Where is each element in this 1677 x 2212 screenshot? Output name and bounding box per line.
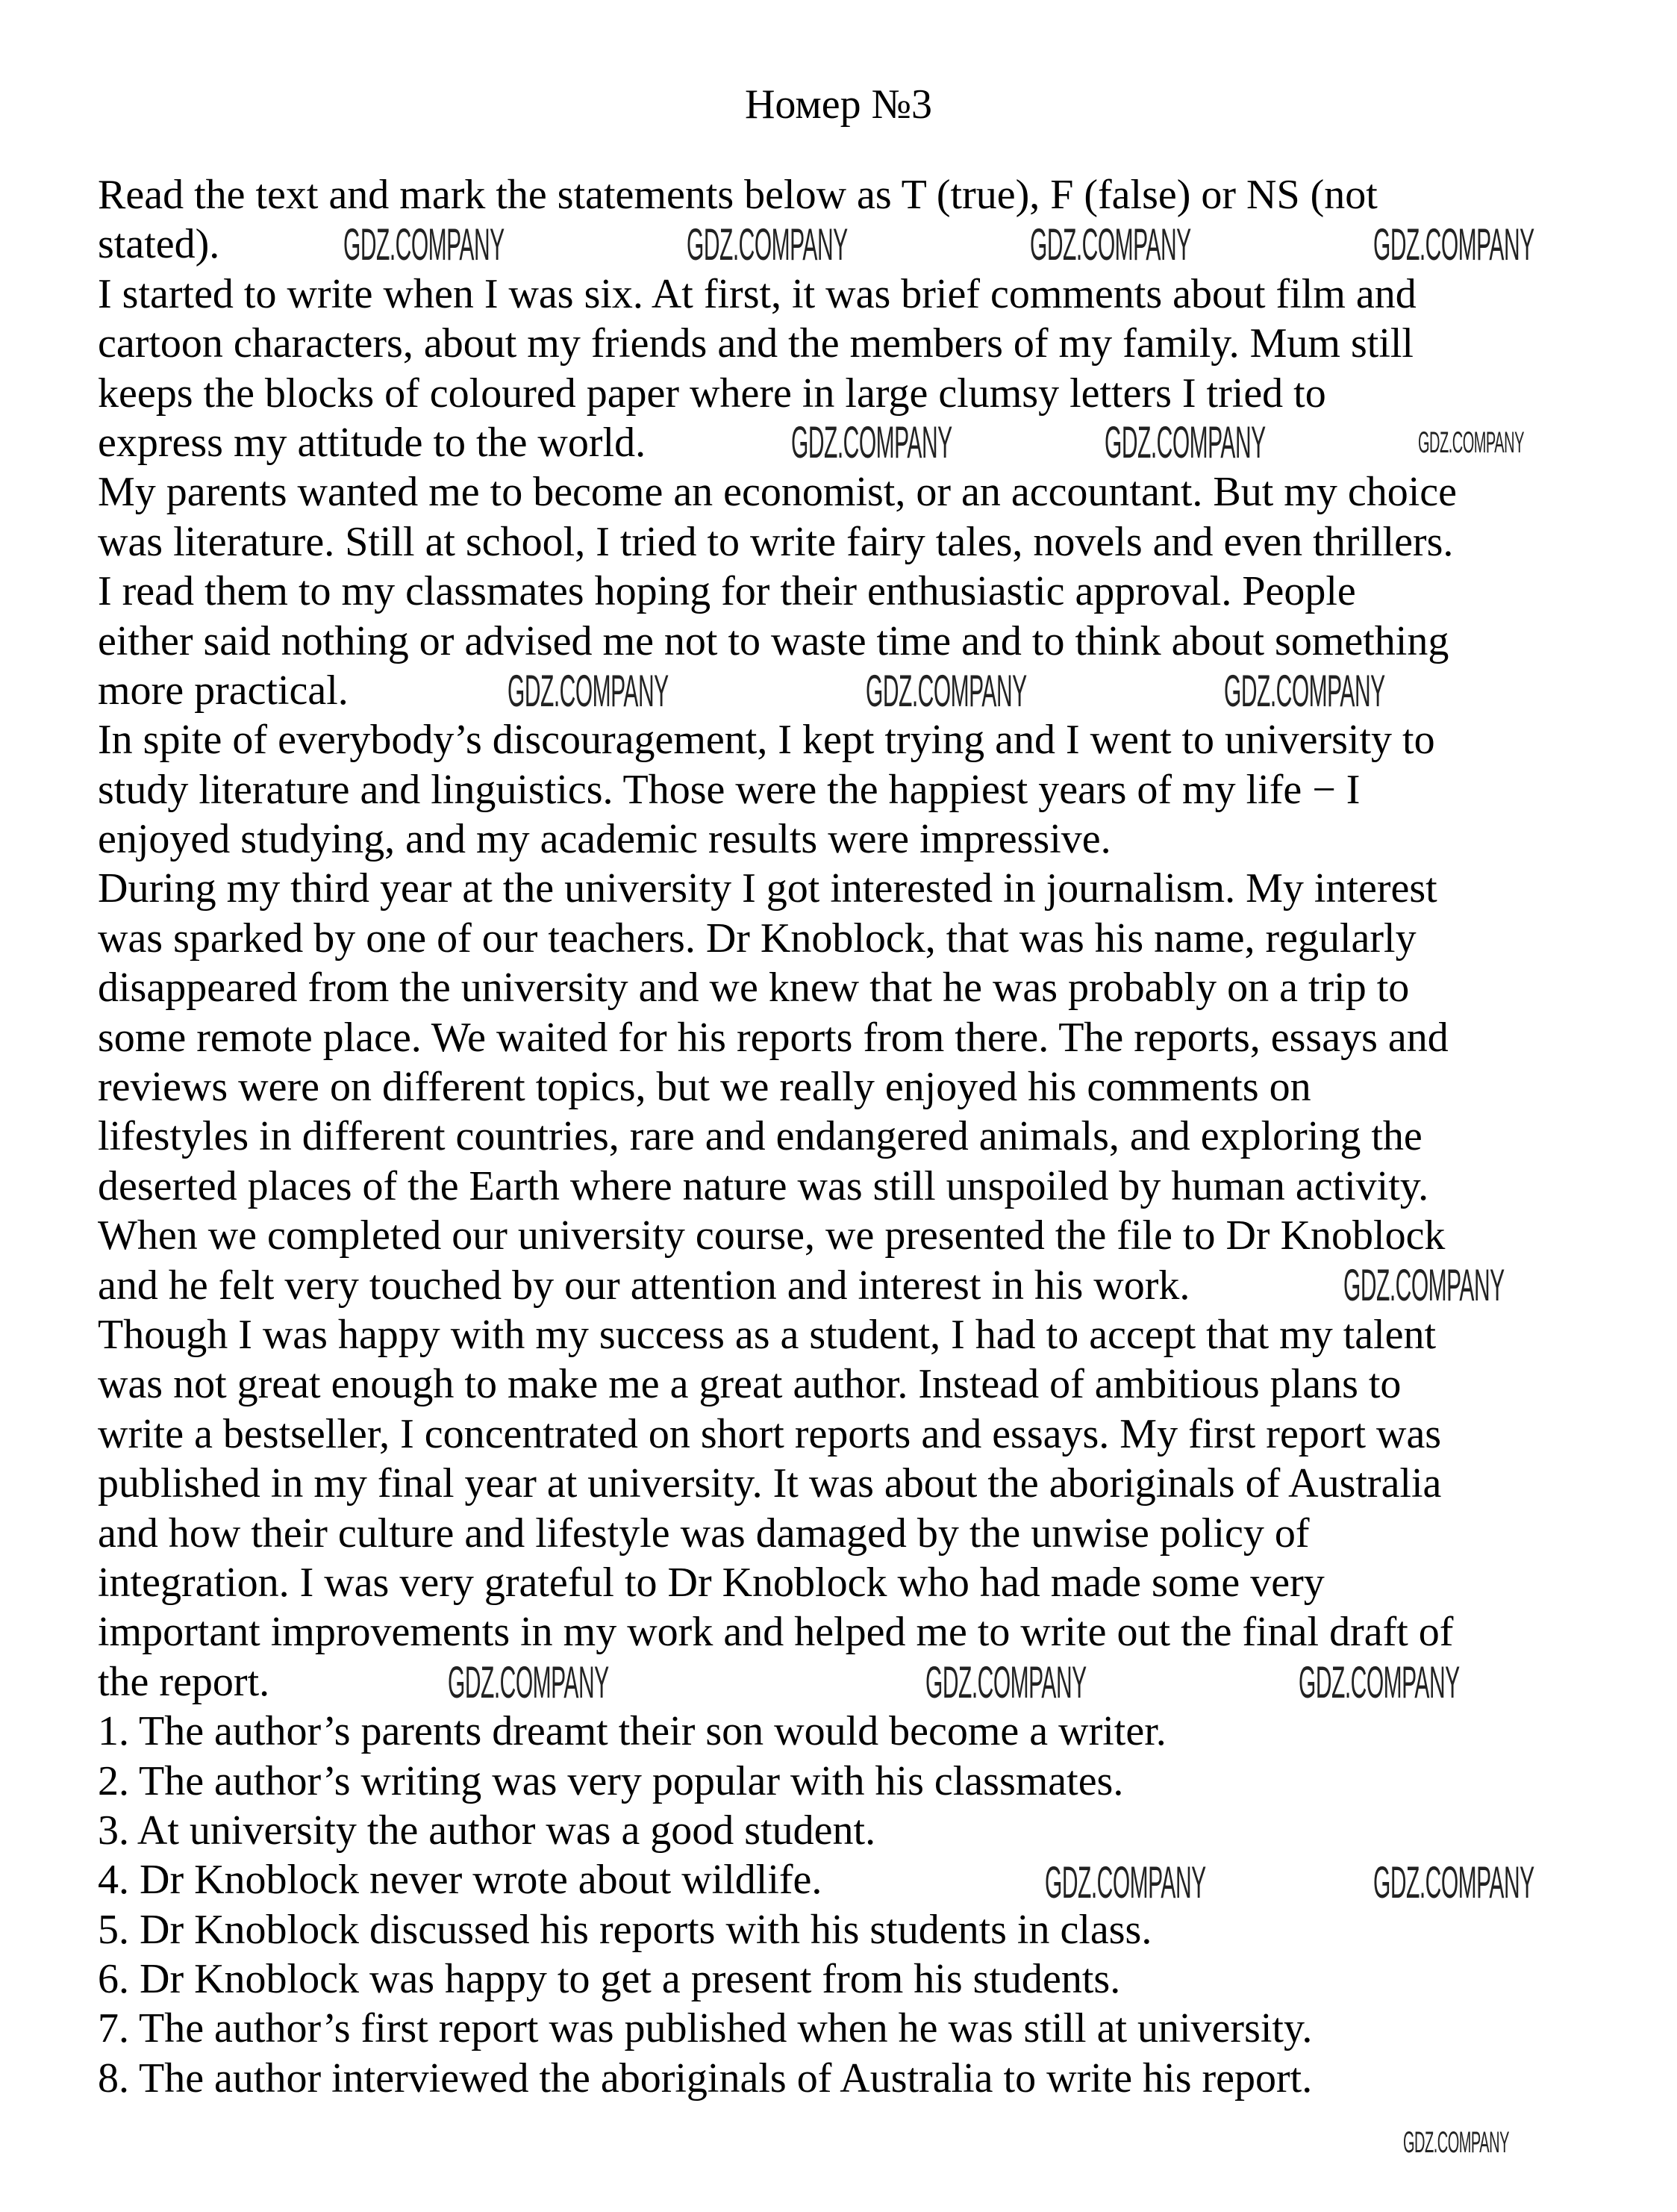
watermark: GDZ.COMPANY (1224, 666, 1385, 716)
text-line: Though I was happy with my success as a student, I had to accept that my talent (98, 1311, 1437, 1358)
statement-item: 2. The author’s writing was very popular with his classmates. (98, 1757, 1124, 1804)
text-line: was not great enough to make me a great author. Instead of ambitious plans to (98, 1361, 1402, 1408)
text-line: When we completed our university course, we presented the file to Dr Knoblock (98, 1212, 1446, 1259)
watermark: GDZ.COMPANY (1418, 426, 1524, 459)
watermark: GDZ.COMPANY (1045, 1857, 1206, 1907)
statement-item: 4. Dr Knoblock never wrote about wildlife. (98, 1857, 822, 1904)
text-line: integration. I was very grateful to Dr Knoblock who had made some very (98, 1559, 1325, 1606)
text-line: reviews were on different topics, but we really enjoyed his comments on (98, 1064, 1311, 1111)
text-line: During my third year at the university I got interested in journalism. My interest (98, 865, 1437, 912)
statement-item: 5. Dr Knoblock discussed his reports with his students in class. (98, 1906, 1152, 1953)
page-title: Номер №3 (744, 81, 933, 128)
text-line: enjoyed studying, and my academic results were impressive. (98, 816, 1111, 863)
watermark: GDZ.COMPANY (1343, 1260, 1505, 1310)
watermark: GDZ.COMPANY (1299, 1657, 1460, 1707)
watermark: GDZ.COMPANY (1373, 219, 1534, 270)
text-line: cartoon characters, about my friends and the members of my family. Mum still (98, 320, 1414, 367)
statement-item: 7. The author’s first report was published when he was still at university. (98, 2005, 1313, 2052)
watermark: GDZ.COMPANY (925, 1657, 1087, 1707)
statement-item: 6. Dr Knoblock was happy to get a present from his students. (98, 1956, 1121, 2003)
watermark: GDZ.COMPANY (508, 666, 669, 716)
watermark: GDZ.COMPANY (343, 219, 505, 270)
text-line: I read them to my classmates hoping for their enthusiastic approval. People (98, 568, 1356, 615)
text-line: and how their culture and lifestyle was damaged by the unwise policy of (98, 1510, 1310, 1557)
text-line: keeps the blocks of coloured paper where in large clumsy letters I tried to (98, 370, 1326, 417)
text-line: My parents wanted me to become an economist, or an accountant. But my choice (98, 469, 1457, 516)
text-line: study literature and linguistics. Those were the happiest years of my life − I (98, 766, 1361, 813)
watermark: GDZ.COMPANY (1403, 2126, 1509, 2159)
text-line: write a bestseller, I concentrated on short reports and essays. My first report was (98, 1410, 1442, 1457)
text-line: stated). (98, 221, 220, 268)
text-line: was sparked by one of our teachers. Dr Knoblock, that was his name, regularly (98, 915, 1417, 962)
watermark: GDZ.COMPANY (866, 666, 1027, 716)
text-line: Read the text and mark the statements below as T (true), F (false) or NS (not (98, 172, 1378, 218)
reading-text (98, 170, 1457, 1707)
text-line: disappeared from the university and we knew that he was probably on a trip to (98, 965, 1410, 1012)
watermark: GDZ.COMPANY (1105, 417, 1266, 467)
text-line: published in my final year at university. It was about the aboriginals of Australia (98, 1460, 1442, 1507)
text-line: deserted places of the Earth where nature was still unspoiled by human activity. (98, 1162, 1429, 1209)
text-line: important improvements in my work and helped me to write out the final draft of (98, 1609, 1454, 1656)
text-line: and he felt very touched by our attention and interest in his work. (98, 1262, 1190, 1309)
text-line: either said nothing or advised me not to waste time and to think about something (98, 617, 1449, 664)
watermark: GDZ.COMPANY (448, 1657, 609, 1707)
watermark: GDZ.COMPANY (1030, 219, 1191, 270)
statement-item: 1. The author’s parents dreamt their son would become a writer. (98, 1708, 1167, 1755)
text-line: more practical. (98, 667, 349, 714)
text-line: some remote place. We waited for his reports from there. The reports, essays and (98, 1014, 1449, 1061)
text-line: the report. (98, 1658, 270, 1705)
text-line: In spite of everybody’s discouragement, I kept trying and I went to university to (98, 717, 1435, 764)
statements-list (98, 1707, 1457, 2103)
text-line: I started to write when I was six. At first, it was brief comments about film and (98, 270, 1417, 317)
text-line: express my attitude to the world. (98, 419, 646, 466)
watermark: GDZ.COMPANY (1373, 1857, 1534, 1907)
statement-item: 8. The author interviewed the aboriginals of Australia to write his report. (98, 2054, 1313, 2102)
statement-item: 3. At university the author was a good student. (98, 1807, 876, 1854)
watermark: GDZ.COMPANY (791, 417, 952, 467)
watermark: GDZ.COMPANY (687, 219, 848, 270)
text-line: was literature. Still at school, I tried to write fairy tales, novels and even thrillers. (98, 518, 1454, 565)
text-line: lifestyles in different countries, rare and endangered animals, and exploring the (98, 1113, 1423, 1160)
